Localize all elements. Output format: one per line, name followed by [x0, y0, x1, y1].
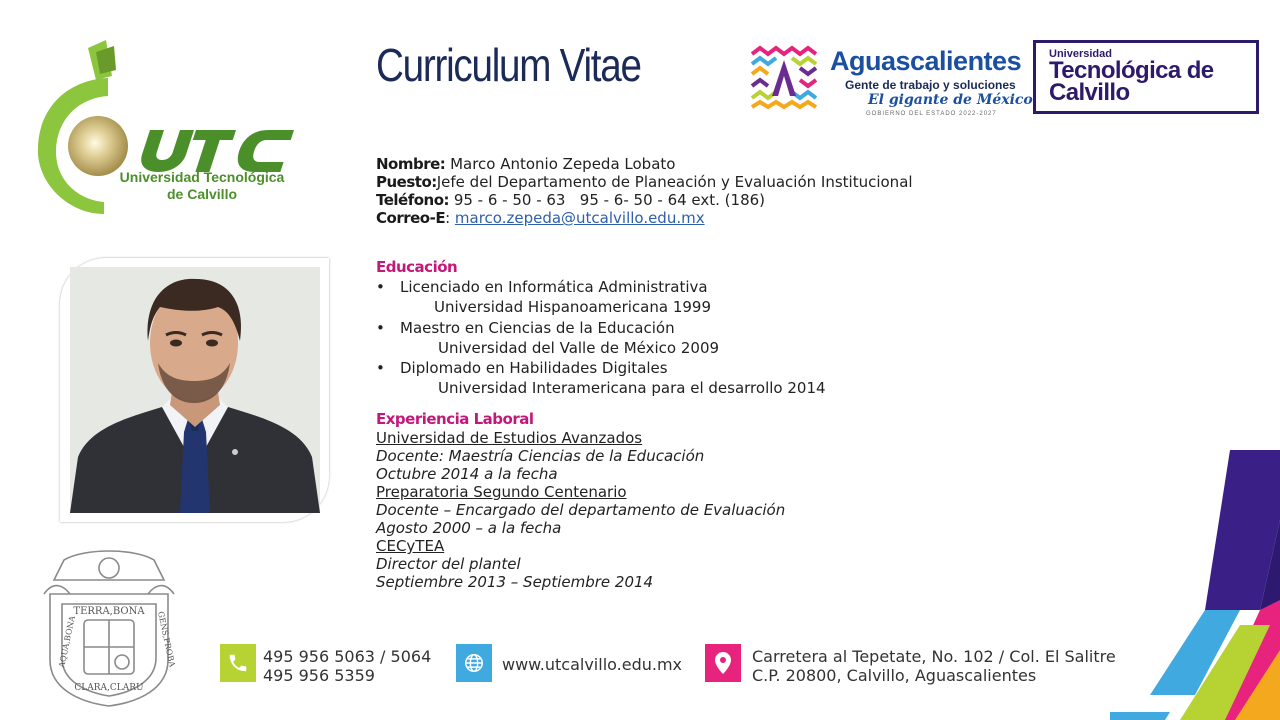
- email-label: Correo-E: [376, 209, 446, 227]
- school: Universidad del Valle de México 2009: [438, 338, 720, 357]
- phone-value: 95 - 6 - 50 - 63 95 - 6- 50 - 64 ext. (186): [449, 191, 766, 209]
- location-pin-icon: [705, 644, 741, 682]
- aguascalientes-mark: [750, 44, 818, 110]
- school: Universidad Interamericana para el desarrollo 2014: [438, 379, 826, 397]
- ut-calvillo-line3: Calvillo: [1049, 79, 1130, 106]
- aguascalientes-name: Aguascalientes: [830, 46, 1022, 76]
- experience-list: [376, 429, 785, 591]
- phone-icon: [220, 644, 256, 682]
- seal-motto-top: TERRA,BONA: [73, 606, 145, 617]
- globe-glyph: [463, 652, 485, 674]
- phone-number-1: 495 956 5063 / 5064: [263, 647, 432, 666]
- bullet: •: [376, 318, 385, 337]
- utc-name: [112, 169, 292, 203]
- degree: Diplomado en Habilidades Digitales: [400, 359, 668, 377]
- phone-glyph: [227, 652, 249, 674]
- aguascalientes-gobierno: GOBIERNO DEL ESTADO 2022-2027: [866, 111, 997, 117]
- pin-glyph: [713, 651, 733, 675]
- degree: Maestro en Ciencias de la Educación: [400, 318, 675, 337]
- profile-photo: [70, 267, 320, 513]
- ut-calvillo-line2: Tecnológica de: [1049, 57, 1214, 84]
- school: Universidad Hispanoamericana 1999: [434, 298, 712, 316]
- phone-number-2: 495 956 5359: [263, 666, 375, 685]
- job-org: Universidad de Estudios Avanzados: [376, 429, 643, 447]
- ut-calvillo-line1: Universidad: [1049, 48, 1112, 60]
- list-item: [376, 359, 826, 379]
- name-label: Nombre:: [376, 155, 446, 173]
- contact-address: [752, 647, 1116, 685]
- bullet: •: [376, 359, 385, 377]
- list-item: [376, 278, 826, 298]
- seal-motto-right: GENS,PROBA: [156, 610, 177, 668]
- phone-label: Teléfono:: [376, 191, 450, 209]
- aguascalientes-slogan: El gigante de México: [868, 92, 1033, 108]
- position-label: Puesto:: [376, 173, 437, 191]
- utc-name-line1: Universidad Tecnológica: [119, 169, 285, 185]
- education-list: [376, 278, 826, 400]
- website-link[interactable]: www.utcalvillo.edu.mx: [502, 655, 683, 674]
- page-title: Curriculum Vitae: [376, 39, 641, 91]
- aguascalientes-seal: [44, 550, 177, 708]
- job-period: Septiembre 2013 – Septiembre 2014: [376, 573, 654, 591]
- address-line-1: Carretera al Tepetate, No. 102 / Col. El Salitre: [752, 647, 1116, 666]
- job-role: Docente: Maestría Ciencias de la Educación: [376, 447, 705, 465]
- email-row: [376, 209, 913, 227]
- address-line-2: C.P. 20800, Calvillo, Aguascalientes: [752, 666, 1037, 685]
- portrait-illustration: [70, 267, 320, 513]
- email-link[interactable]: marco.zepeda@utcalvillo.edu.mx: [454, 209, 705, 227]
- degree: Licenciado en Informática Administrativa: [400, 278, 708, 296]
- education-heading: Educación: [376, 258, 458, 276]
- aguascalientes-tagline: Gente de trabajo y soluciones: [845, 78, 1016, 92]
- utc-name-line2: de Calvillo: [166, 186, 238, 202]
- seal-motto-left: AQUA,BONA: [57, 615, 77, 669]
- position-value: Jefe del Departamento de Planeación y Evaluación Institucional: [436, 173, 913, 191]
- list-item: [376, 319, 826, 339]
- job-role: Docente – Encargado del departamento de Evaluación: [376, 501, 786, 519]
- bullet: •: [376, 278, 385, 296]
- name-row: [376, 155, 913, 173]
- job-org: Preparatoria Segundo Centenario: [376, 483, 627, 501]
- email-separator: :: [445, 209, 455, 227]
- name-value: Marco Antonio Zepeda Lobato: [445, 155, 676, 173]
- ut-calvillo-logo: [1033, 40, 1259, 114]
- contact-phones: [263, 647, 431, 685]
- job-period: Octubre 2014 a la fecha: [376, 465, 558, 483]
- seal-motto-bottom: CLARA,CLARU: [74, 683, 144, 693]
- job-role: Director del plantel: [376, 555, 521, 573]
- position-row: [376, 173, 913, 191]
- job-org: CECyTEA: [376, 537, 445, 555]
- corner-decoration: [1110, 450, 1280, 720]
- globe-icon: [456, 644, 492, 682]
- job-period: Agosto 2000 – a la fecha: [376, 519, 562, 537]
- phone-row: [376, 191, 913, 209]
- personal-info: [376, 155, 913, 227]
- experience-heading: Experiencia Laboral: [376, 410, 534, 428]
